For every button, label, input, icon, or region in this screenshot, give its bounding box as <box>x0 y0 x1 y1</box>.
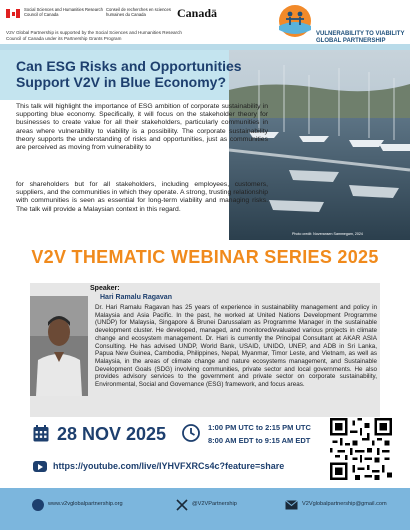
qr-code[interactable] <box>330 418 392 480</box>
speaker-photo <box>30 296 88 396</box>
intro-paragraph-1: This talk will highlight the importance of ESG ambition of corporate sustainability in supporting blue economy. Specifically, it will focus on the stakeholder theory for businesses to create value for all their stakeholders, particularly communities in areas where vulnerability to viability is a possibility. The corporate sustainability theory supports the understanding of risks and opportunities, just as communities are perceived as moving from vulnerability to <box>16 103 268 152</box>
globe-icon <box>32 499 44 511</box>
speaker-bio: Dr. Hari Ramalu Ragavan has 25 years of experience in sustainability management and policy in Malaysia and Asia Pacific. In the past, he worked at United Nations Development Programme (UNDP) for Malaysia, Singapore & Brunei Darussalam as Programme Manager in the sustainable development cluster. He developed, managed, and monitored/evaluated various projects in climate change and ecosystem management. Dr. Hari is currently the Principal Consultant at AKAR ASIA Consulting. He has advised UNDP, World Bank, USAID, UNIDO, UNEP, and ADB in Sri Lanka, Papua New Guinea, Cambodia, Philippines, Nepal, Myanmar, Timor Leste, and Vietnam, as well as Malaysia, in the areas of climate change and nature ecosystems management, and Sustainable Development Goals (SDG) involving communities, private sector and local governments. He also provides advisory services to the government and private sector on corporate sustainability, Environmental, Social and Governance (ESG) framework, and focus areas. <box>95 304 377 389</box>
footer <box>0 488 410 530</box>
intro-paragraph-2: for shareholders but for all stakeholders, including employees, customers, suppliers, and the communities in which they operate. A strong, trusting relationship with communities is seen as essential for long-term viability and managing risks. The talk will provide a Malaysian context in this regard. <box>16 181 268 213</box>
speaker-label: Speaker: <box>90 285 120 292</box>
footer-email[interactable]: V2Vglobalpartnership@gmail.com <box>302 501 387 507</box>
event-date: 28 NOV 2025 <box>57 424 167 444</box>
v2v-logo-icon <box>278 4 312 38</box>
canada-flag-icon <box>6 9 20 18</box>
calendar-icon <box>33 425 49 442</box>
event-time-edt: 8:00 AM EDT to 9:15 AM EDT <box>208 436 311 445</box>
youtube-link[interactable]: https://youtube.com/live/IYHVFXRCs4c?feature=share <box>53 461 285 471</box>
mail-icon <box>285 500 298 510</box>
support-statement: V2V Global Partnership is supported by the Social Sciences and Humanities Research Council of Canada under its Partnership Grants Program <box>6 30 182 41</box>
page-title: Can ESG Risks and Opportunities Support V2V in Blue Economy? <box>16 58 242 90</box>
event-time-utc: 1:00 PM UTC to 2:15 PM UTC <box>208 423 311 432</box>
youtube-icon[interactable] <box>33 461 47 472</box>
x-icon <box>176 499 188 511</box>
v2v-organization-name: VULNERABILITY TO VIABILITY GLOBAL PARTNERSHIP <box>316 31 405 44</box>
speaker-name: Hari Ramalu Ragavan <box>100 294 172 301</box>
footer-website[interactable]: www.v2vglobalpartnership.org <box>48 501 123 507</box>
sshrc-french-name: Conseil de recherches en sciences humaines du Canada <box>106 7 171 18</box>
series-title: V2V THEMATIC WEBINAR SERIES 2025 <box>31 247 379 267</box>
footer-twitter[interactable]: @V2VPartnership <box>192 501 237 507</box>
photo-credit: Photo credit: Noveransen Sammegam, 2024 <box>292 232 363 236</box>
canada-wordmark: Canadä <box>177 6 218 20</box>
clock-icon <box>182 424 200 442</box>
sshrc-english-name: Social Sciences and Humanities Research Council of Canada <box>24 7 103 18</box>
